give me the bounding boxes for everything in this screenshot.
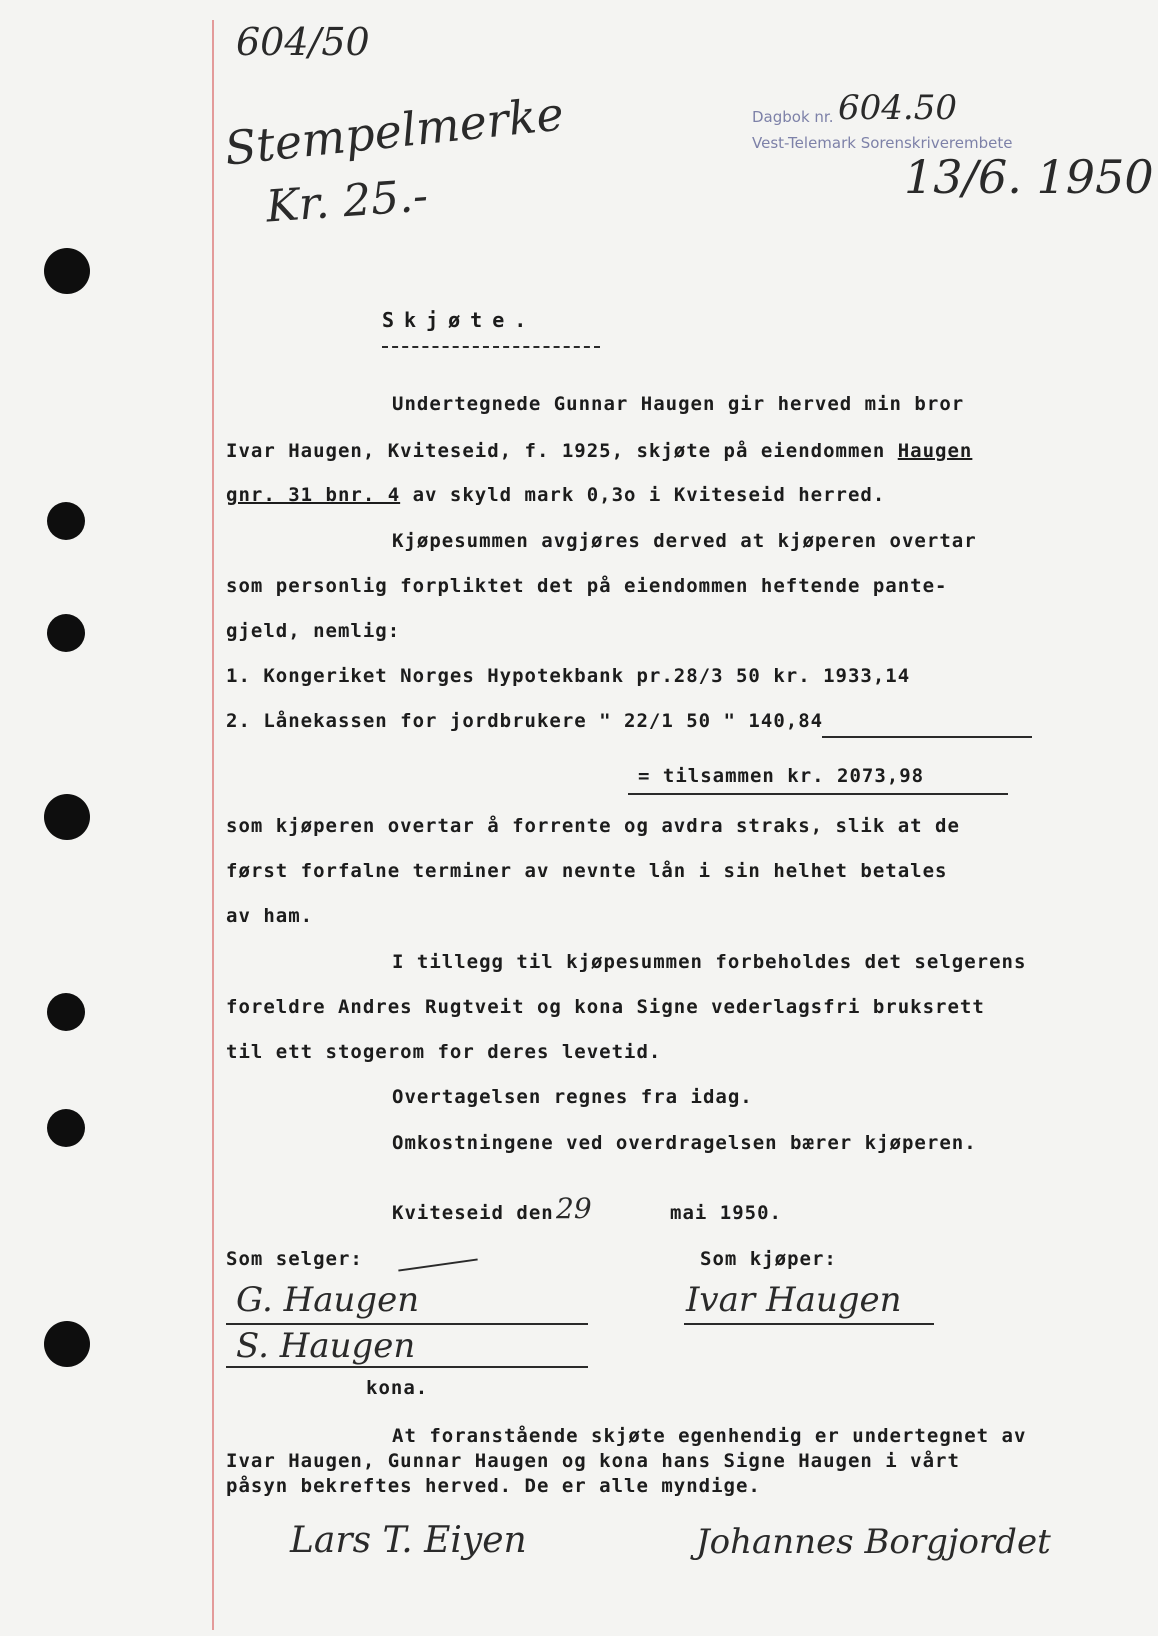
witness-line-2: Ivar Haugen, Gunnar Haugen og kona hans Signe Haugen i vårt <box>226 1450 960 1472</box>
court-stamp: Vest-Telemark Sorenskriverembete <box>752 134 1013 152</box>
punch-hole <box>47 993 85 1031</box>
paragraph-2-line-1: Kjøpesummen avgjøres derved at kjøperen overtar <box>392 530 977 552</box>
punch-hole <box>44 794 90 840</box>
date-month-year: mai 1950. <box>670 1202 782 1224</box>
sum-rule <box>822 736 1032 738</box>
diary-stamp-label: Dagbok nr. <box>752 108 834 126</box>
buyer-label: Som kjøper: <box>700 1248 837 1270</box>
debt-total: = tilsammen kr. 2073,98 <box>638 765 925 787</box>
seller-signature-2: S. Haugen <box>236 1326 416 1366</box>
debt-item-2: 2. Lånekassen for jordbrukere " 22/1 50 " 140,84 <box>226 710 824 732</box>
archive-number: 604/50 <box>236 20 370 64</box>
date-day: 29 <box>556 1192 592 1225</box>
total-rule <box>628 793 1008 795</box>
diary-number: 604.50 <box>838 88 957 128</box>
paragraph-4-line-2: foreldre Andres Rugtveit og kona Signe vederlagsfri bruksrett <box>226 996 985 1018</box>
punch-hole <box>47 614 85 652</box>
paragraph-1-line-2: Ivar Haugen, Kviteseid, f. 1925, skjøte på eiendommen Haugen <box>226 440 973 462</box>
paragraph-1-line-3: gnr. 31 bnr. 4 av skyld mark 0,3o i Kviteseid herred. <box>226 484 886 506</box>
paragraph-2-line-2: som personlig forpliktet det på eiendommen heftende pante- <box>226 575 948 597</box>
signature-flourish <box>398 1258 477 1271</box>
stamp-fee-line2: Kr. 25.- <box>264 170 430 233</box>
punch-hole <box>47 502 85 540</box>
seller-signature-line-2 <box>226 1366 588 1368</box>
paragraph-5: Overtagelsen regnes fra idag. <box>392 1086 753 1108</box>
seller-signature-1: G. Haugen <box>236 1280 420 1320</box>
witness-signature-2: Johannes Borgjordet <box>696 1522 1051 1562</box>
seller-wife-label: kona. <box>366 1377 429 1399</box>
seller-label: Som selger: <box>226 1248 363 1270</box>
place-date: Kviteseid den <box>392 1202 554 1224</box>
paragraph-2-line-3: gjeld, nemlig: <box>226 620 401 642</box>
paragraph-3-line-2: først forfalne terminer av nevnte lån i sin helhet betales <box>226 860 948 882</box>
debt-item-1: 1. Kongeriket Norges Hypotekbank pr.28/3 50 kr. 1933,14 <box>226 665 911 687</box>
paragraph-4-line-1: I tillegg til kjøpesummen forbeholdes det selgerens <box>392 951 1027 973</box>
paragraph-3-line-3: av ham. <box>226 905 314 927</box>
punch-hole <box>44 248 90 294</box>
title-underline <box>382 346 600 348</box>
document-title: Skjøte. <box>382 308 537 332</box>
buyer-signature: Ivar Haugen <box>686 1280 902 1320</box>
punch-hole <box>47 1109 85 1147</box>
property-name: Haugen <box>897 440 973 462</box>
margin-line <box>212 20 214 1630</box>
registration-date: 13/6. 1950 <box>904 150 1154 204</box>
witness-line-1: At foranstående skjøte egenhendig er undertegnet av <box>392 1425 1027 1447</box>
witness-signature-1: Lars T. Eiyen <box>290 1520 527 1561</box>
witness-line-3: påsyn bekreftes herved. De er alle myndige. <box>226 1475 761 1497</box>
punch-hole <box>44 1321 90 1367</box>
paragraph-4-line-3: til ett stogerom for deres levetid. <box>226 1041 662 1063</box>
paragraph-1-line-1: Undertegnede Gunnar Haugen gir herved min bror <box>392 393 965 415</box>
seller-signature-line-1 <box>226 1323 588 1325</box>
buyer-signature-line <box>684 1323 934 1325</box>
property-reference: gnr. 31 bnr. 4 <box>226 484 401 506</box>
paragraph-6: Omkostningene ved overdragelsen bærer kjøperen. <box>392 1132 977 1154</box>
paragraph-3-line-1: som kjøperen overtar å forrente og avdra straks, slik at de <box>226 815 960 837</box>
stamp-fee-line1: Stempelmerke <box>222 86 567 176</box>
